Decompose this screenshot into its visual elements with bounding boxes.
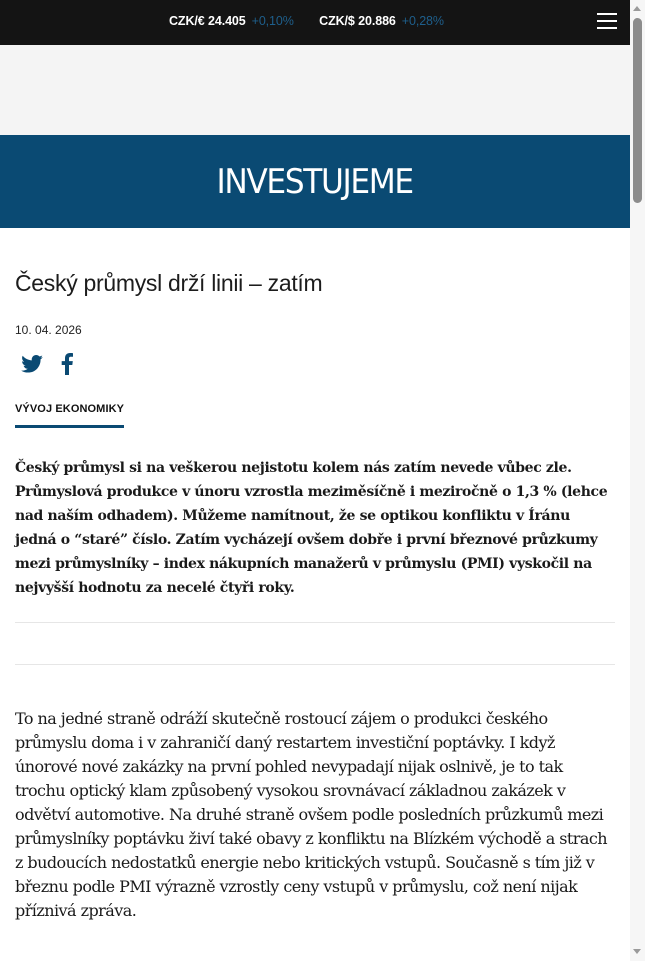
- rate-usd-value: CZK/$ 20.886: [319, 14, 396, 28]
- exchange-rates: [169, 14, 466, 28]
- site-banner[interactable]: [0, 135, 630, 228]
- site-logo[interactable]: INVESTUJEME: [216, 161, 414, 202]
- rate-usd-change: +0,28%: [401, 14, 444, 28]
- scroll-down-arrow-icon[interactable]: [633, 949, 641, 954]
- rate-eur-value: CZK/€ 24.405: [169, 14, 246, 28]
- article-title: Český průmysl drží linii – zatím: [15, 270, 323, 296]
- ad-space: [0, 45, 630, 135]
- scroll-up-arrow-icon[interactable]: [633, 6, 641, 11]
- article: [0, 270, 630, 923]
- rate-eur: [169, 14, 294, 28]
- article-perex: Český průmysl si na veškerou nejistotu kolem nás zatím nevede vůbec zle. Průmyslová produkce v únoru vzrostla meziměsíčně i meziročně o 1,3 % (lehce nad naším odhadem). Můžeme namítnout, že se optikou konfliktu v Íránu jedná o “staré” číslo. Zatím vycházejí ovšem dobře i první březnové průzkumy mezi průmyslníky – index nákupních manažerů v průmyslu (PMI) vyskočil na nejvyšší hodnotu za necelé čtyři roky.: [15, 460, 608, 596]
- article-paragraph: To na jedné straně odráží skutečně rostoucí zájem o produkci českého průmyslu doma i v zahraničí daný restartem investiční poptávky. I když únorové nové zakázky na první pohled nevypadají nijak oslnivě, je to tak trochu optický klam způsobený vysokou srovnávací základnou zakázek v odvětví automotive. Na druhé straně ovšem podle posledních průzkumů mezi průmyslníky poptávku živí také obavy z konfliktu na Blízkém východě a strach z budoucích nedostatků energie nebo kritických vstupů. Současně s tím již v březnu podle PMI výrazně vzrostly ceny vstupů v průmyslu, což není nijak příznivá zpráva.: [15, 709, 608, 920]
- article-date: 10. 04. 2026: [15, 323, 82, 337]
- top-bar: [0, 0, 630, 45]
- twitter-icon[interactable]: [21, 355, 43, 373]
- hamburger-menu-icon[interactable]: [597, 13, 617, 31]
- scrollbar[interactable]: [630, 0, 645, 961]
- divider: [15, 622, 615, 623]
- divider: [15, 664, 615, 665]
- category-tag[interactable]: VÝVOJ EKONOMIKY: [15, 403, 124, 428]
- scrollbar-thumb[interactable]: [633, 18, 642, 203]
- social-share: [15, 351, 615, 377]
- facebook-icon[interactable]: [61, 353, 73, 375]
- rate-usd: [319, 14, 444, 28]
- rate-eur-change: +0,10%: [251, 14, 294, 28]
